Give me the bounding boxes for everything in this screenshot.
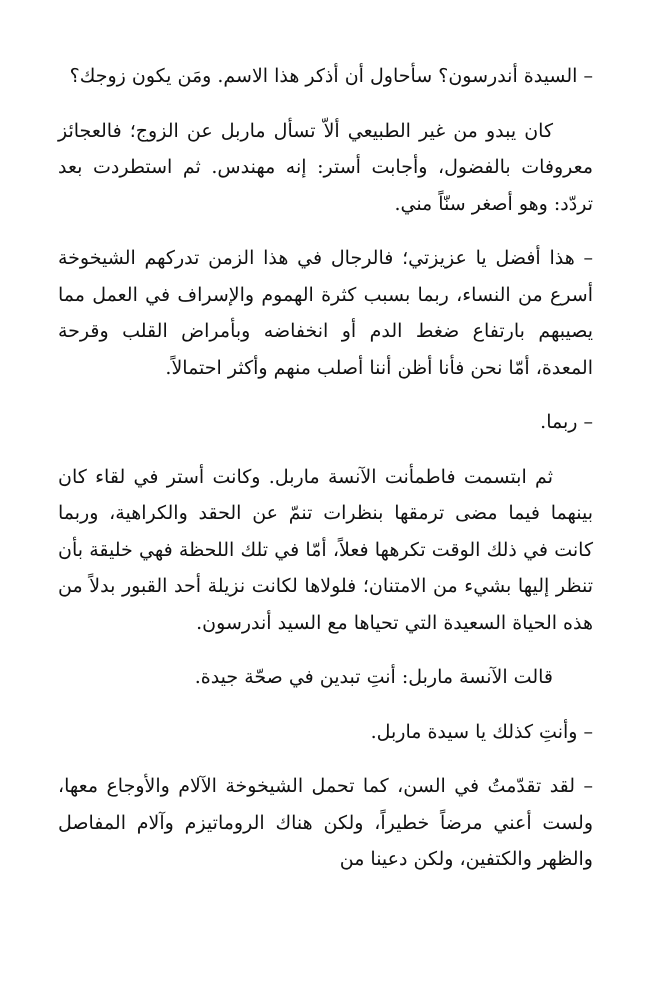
book-page [58, 58, 593, 896]
paragraph-4: – ربما. [540, 411, 593, 433]
paragraph-5: ثم ابتسمت فاطمأنت الآنسة ماربل. وكانت أستر في لقاء كان بينهما فيما مضى ترمقها بنظرات تنمّ عن الحقد والكراهية، وربما كانت في ذلك الوقت تكرهها فعلاً، أمّا في تلك اللحظة فهي خليقة بأن تنظر إليها بشيء من الامتنان؛ فلولاها لكانت نزيلة أحد القبور بدلاً من هذه الحياة السعيدة التي تحياها مع السيد أندرسون. [58, 465, 593, 634]
paragraph-3: – هذا أفضل يا عزيزتي؛ فالرجال في هذا الزمن تدركهم الشيخوخة أسرع من النساء، ربما بسبب كثرة الهموم والإسراف في العمل مما يصيبهم بارتفاع ضغط الدم أو انخفاضه وبأمراض القلب وقرحة المعدة، أمّا نحن فأنا أظن أننا أصلب منهم وأكثر احتمالاً. [58, 247, 593, 379]
paragraph-6: قالت الآنسة ماربل: أنتِ تبدين في صحّة جيدة. [194, 666, 553, 688]
paragraph-1: – السيدة أندرسون؟ سأحاول أن أذكر هذا الاسم. ومَن يكون زوجك؟ [69, 65, 593, 87]
paragraph-8: – لقد تقدّمتُ في السن، كما تحمل الشيخوخة الآلام والأوجاع معها، ولست أعني مرضاً خطيراً، ولكن هناك الروماتيزم وآلام المفاصل والظهر والكتفين، ولكن دعينا من [58, 775, 593, 870]
paragraph-7: – وأنتِ كذلك يا سيدة ماربل. [370, 720, 593, 743]
paragraph-2: كان يبدو من غير الطبيعي ألاّ تسأل ماربل عن الزوج؛ فالعجائز معروفات بالفضول، وأجابت أستر: إنه مهندس. ثم استطردت بعد تردّد: وهو أصغر سنّاً مني. [58, 119, 593, 215]
